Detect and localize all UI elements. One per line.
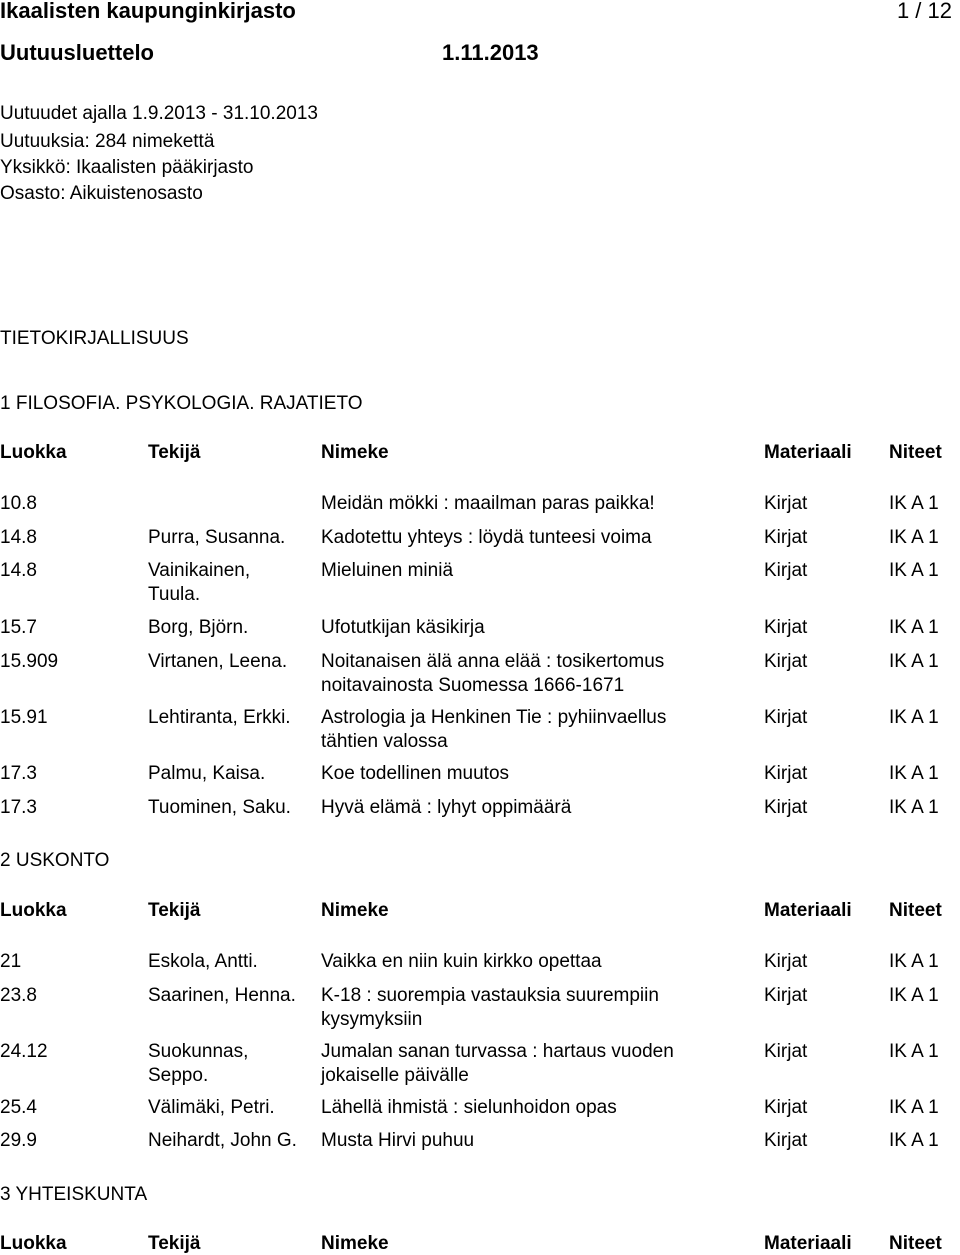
column-header-nimeke: Nimeke (321, 900, 389, 921)
section-title: TIETOKIRJALLISUUS (0, 328, 189, 349)
column-header-luokka: Luokka (0, 1233, 67, 1254)
row-tekija: Virtanen, Leena. (148, 651, 288, 672)
column-header-niteet: Niteet (889, 900, 942, 921)
row-luokka: 15.7 (0, 617, 37, 638)
column-header-materiaali: Materiaali (764, 1233, 852, 1254)
column-header-niteet: Niteet (889, 1233, 942, 1254)
row-luokka: 25.4 (0, 1097, 37, 1118)
row-nimeke: Vaikka en niin kuin kirkko opettaa (321, 951, 602, 972)
meta-period: Uutuudet ajalla 1.9.2013 - 31.10.2013 (0, 103, 318, 124)
meta-unit: Yksikkö: Ikaalisten pääkirjasto (0, 157, 254, 178)
row-materiaali: Kirjat (764, 560, 808, 581)
row-nimeke: Kadotettu yhteys : löydä tunteesi voima (321, 527, 652, 548)
row-materiaali: Kirjat (764, 951, 808, 972)
row-luokka: 14.8 (0, 527, 37, 548)
row-materiaali: Kirjat (764, 707, 808, 728)
row-tekija: Vainikainen, Tuula. (148, 560, 251, 605)
row-niteet: IK A 1 (889, 651, 939, 672)
row-niteet: IK A 1 (889, 1097, 939, 1118)
row-materiaali: Kirjat (764, 985, 808, 1006)
row-nimeke: Lähellä ihmistä : sielunhoidon opas (321, 1097, 617, 1118)
row-nimeke: Ufotutkijan käsikirja (321, 617, 485, 638)
row-niteet: IK A 1 (889, 560, 939, 581)
row-nimeke: Noitanaisen älä anna elää : tosikertomus noitavainosta Suomessa 1666-1671 (321, 651, 665, 696)
row-materiaali: Kirjat (764, 797, 808, 818)
meta-count: Uutuuksia: 284 nimekettä (0, 131, 215, 152)
category-title: 1 FILOSOFIA. PSYKOLOGIA. RAJATIETO (0, 393, 363, 414)
row-tekija: Purra, Susanna. (148, 527, 286, 548)
row-niteet: IK A 1 (889, 797, 939, 818)
meta-department: Osasto: Aikuistenosasto (0, 183, 203, 204)
column-header-tekija: Tekijä (148, 442, 201, 463)
row-tekija: Saarinen, Henna. (148, 985, 296, 1006)
row-niteet: IK A 1 (889, 763, 939, 784)
row-niteet: IK A 1 (889, 951, 939, 972)
row-tekija: Tuominen, Saku. (148, 797, 291, 818)
library-name: Ikaalisten kaupunginkirjasto (0, 0, 296, 23)
column-header-luokka: Luokka (0, 900, 67, 921)
column-header-materiaali: Materiaali (764, 442, 852, 463)
row-niteet: IK A 1 (889, 617, 939, 638)
row-tekija: Palmu, Kaisa. (148, 763, 266, 784)
row-materiaali: Kirjat (764, 527, 808, 548)
row-materiaali: Kirjat (764, 651, 808, 672)
page-number: 1 / 12 (896, 0, 952, 23)
row-materiaali: Kirjat (764, 1041, 808, 1062)
column-header-niteet: Niteet (889, 442, 942, 463)
row-niteet: IK A 1 (889, 985, 939, 1006)
row-tekija: Neihardt, John G. (148, 1130, 297, 1151)
row-luokka: 10.8 (0, 493, 37, 514)
row-tekija: Suokunnas, Seppo. (148, 1041, 249, 1086)
row-niteet: IK A 1 (889, 493, 939, 514)
row-tekija: Borg, Björn. (148, 617, 249, 638)
list-title: Uutuusluettelo (0, 40, 154, 65)
row-nimeke: Meidän mökki : maailman paras paikka! (321, 493, 655, 514)
row-materiaali: Kirjat (764, 1130, 808, 1151)
row-materiaali: Kirjat (764, 1097, 808, 1118)
row-tekija: Eskola, Antti. (148, 951, 258, 972)
list-date: 1.11.2013 (442, 40, 539, 65)
row-materiaali: Kirjat (764, 493, 808, 514)
row-nimeke: Koe todellinen muutos (321, 763, 510, 784)
row-niteet: IK A 1 (889, 527, 939, 548)
column-header-materiaali: Materiaali (764, 900, 852, 921)
row-niteet: IK A 1 (889, 1041, 939, 1062)
row-niteet: IK A 1 (889, 1130, 939, 1151)
row-tekija: Välimäki, Petri. (148, 1097, 275, 1118)
row-nimeke: Jumalan sanan turvassa : hartaus vuoden jokaiselle päivälle (321, 1041, 674, 1086)
row-materiaali: Kirjat (764, 617, 808, 638)
row-nimeke: K-18 : suorempia vastauksia suurempiin kysymyksiin (321, 985, 659, 1030)
row-luokka: 17.3 (0, 763, 37, 784)
row-luokka: 15.909 (0, 651, 59, 672)
row-luokka: 23.8 (0, 985, 37, 1006)
row-luokka: 24.12 (0, 1041, 48, 1062)
row-luokka: 29.9 (0, 1130, 37, 1151)
column-header-nimeke: Nimeke (321, 442, 389, 463)
row-niteet: IK A 1 (889, 707, 939, 728)
row-luokka: 17.3 (0, 797, 37, 818)
row-luokka: 14.8 (0, 560, 37, 581)
column-header-luokka: Luokka (0, 442, 67, 463)
category-title: 2 USKONTO (0, 850, 110, 871)
row-luokka: 21 (0, 951, 22, 972)
column-header-tekija: Tekijä (148, 1233, 201, 1254)
category-title: 3 YHTEISKUNTA (0, 1184, 148, 1205)
row-tekija: Lehtiranta, Erkki. (148, 707, 291, 728)
row-nimeke: Musta Hirvi puhuu (321, 1130, 475, 1151)
row-materiaali: Kirjat (764, 763, 808, 784)
column-header-nimeke: Nimeke (321, 1233, 389, 1254)
row-nimeke: Astrologia ja Henkinen Tie : pyhiinvaellus tähtien valossa (321, 707, 667, 752)
row-nimeke: Hyvä elämä : lyhyt oppimäärä (321, 797, 572, 818)
row-nimeke: Mieluinen miniä (321, 560, 454, 581)
row-luokka: 15.91 (0, 707, 48, 728)
column-header-tekija: Tekijä (148, 900, 201, 921)
